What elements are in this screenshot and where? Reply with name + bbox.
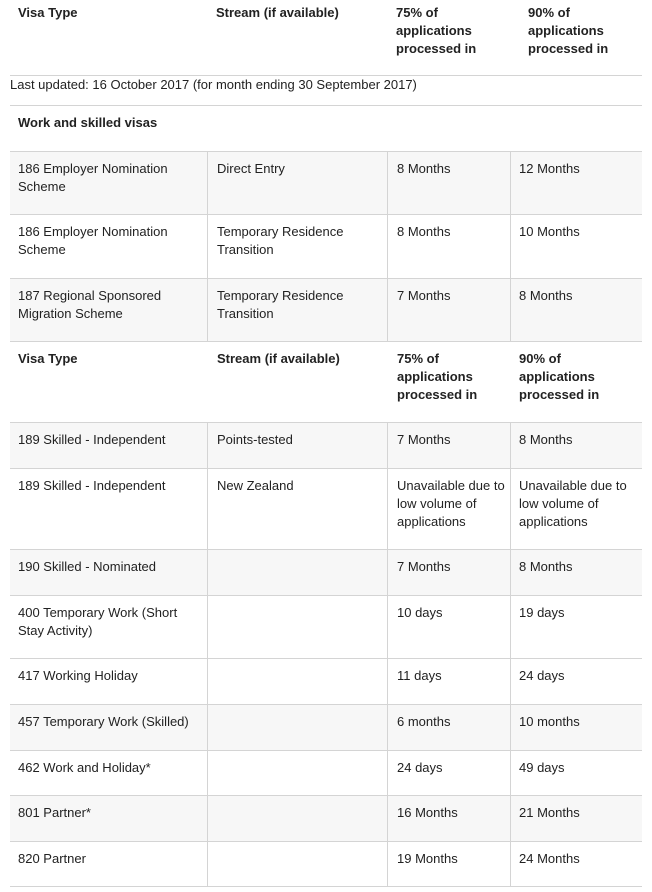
column-rule — [207, 422, 208, 886]
header-90-percent: 90% of applications processed in — [519, 351, 600, 402]
p75-cell: 8 Months — [397, 224, 451, 239]
visa-cell: 400 Temporary Work (Short Stay Activity) — [18, 605, 178, 638]
p90-cell: 8 Months — [519, 432, 573, 447]
p90-cell: 10 months — [519, 714, 580, 729]
p90-cell: 12 Months — [519, 161, 580, 176]
visa-cell: 186 Employer Nomination Scheme — [18, 161, 168, 194]
visa-cell: 457 Temporary Work (Skilled) — [18, 714, 189, 729]
p75-cell: 7 Months — [397, 288, 451, 303]
table-rule — [10, 549, 642, 550]
column-rule — [510, 422, 511, 886]
table-rule — [10, 750, 642, 751]
table-rule — [10, 468, 642, 469]
last-updated-note: Last updated: 16 October 2017 (for month ending 30 September 2017) — [10, 77, 417, 92]
table-rule — [10, 795, 642, 796]
table-rule — [10, 151, 642, 152]
table-rule — [10, 841, 642, 842]
visa-cell: 187 Regional Sponsored Migration Scheme — [18, 288, 162, 321]
p75-cell: 19 Months — [397, 851, 458, 866]
header-stream: Stream (if available) — [217, 351, 340, 366]
p90-cell: 8 Months — [519, 288, 573, 303]
p75-cell: 7 Months — [397, 432, 451, 447]
stream-cell: New Zealand — [217, 478, 294, 493]
p75-cell: 8 Months — [397, 161, 451, 176]
column-rule — [387, 422, 388, 886]
stream-cell: Points-tested — [217, 432, 293, 447]
header-90-percent: 90% of applications processed in — [528, 5, 609, 56]
visa-cell: 186 Employer Nomination Scheme — [18, 224, 168, 257]
stream-cell: Temporary Residence Transition — [217, 224, 344, 257]
p90-cell: 24 Months — [519, 851, 580, 866]
header-75-percent: 75% of applications processed in — [397, 351, 478, 402]
p75-cell: 16 Months — [397, 805, 458, 820]
header-visa-type: Visa Type — [18, 5, 78, 20]
table-rule — [10, 704, 642, 705]
header-visa-type: Visa Type — [18, 351, 78, 366]
p90-cell: 24 days — [519, 668, 565, 683]
p90-cell: 10 Months — [519, 224, 580, 239]
p75-cell: 7 Months — [397, 559, 451, 574]
divider — [10, 105, 642, 106]
p90-cell: 49 days — [519, 760, 565, 775]
table-rule — [10, 214, 642, 215]
table-rule — [10, 595, 642, 596]
p90-cell: Unavailable due to low volume of applications — [519, 478, 627, 529]
table-rule — [10, 886, 642, 887]
p75-cell: Unavailable due to low volume of applications — [397, 478, 505, 529]
table-rule — [10, 278, 642, 279]
table-rule — [10, 658, 642, 659]
table-rule — [10, 422, 642, 423]
visa-cell: 189 Skilled - Independent — [18, 432, 166, 447]
p90-cell: 21 Months — [519, 805, 580, 820]
stream-cell: Temporary Residence Transition — [217, 288, 344, 321]
visa-cell: 801 Partner* — [18, 805, 91, 820]
column-rule — [207, 151, 208, 341]
table-rule — [10, 341, 642, 342]
section-title: Work and skilled visas — [18, 115, 158, 130]
p75-cell: 11 days — [397, 668, 442, 683]
p90-cell: 19 days — [519, 605, 565, 620]
header-stream: Stream (if available) — [216, 5, 339, 20]
p90-cell: 8 Months — [519, 559, 573, 574]
p75-cell: 10 days — [397, 605, 443, 620]
visa-cell: 417 Working Holiday — [18, 668, 138, 683]
visa-cell: 462 Work and Holiday* — [18, 760, 151, 775]
column-rule — [387, 151, 388, 341]
visa-cell: 190 Skilled - Nominated — [18, 559, 157, 574]
header-75-percent: 75% of applications processed in — [396, 5, 477, 56]
visa-cell: 189 Skilled - Independent — [18, 478, 166, 493]
p75-cell: 6 months — [397, 714, 451, 729]
visa-cell: 820 Partner — [18, 851, 86, 866]
column-rule — [510, 151, 511, 341]
p75-cell: 24 days — [397, 760, 443, 775]
stream-cell: Direct Entry — [217, 161, 285, 176]
